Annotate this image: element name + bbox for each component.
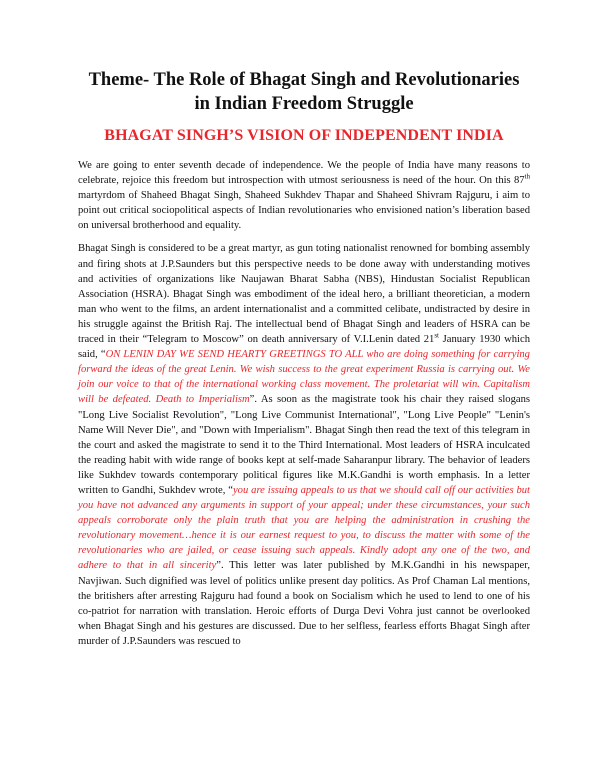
paragraph-text: ”. This letter was later published by M.K.Gandhi in his newspaper, Navjiwan. Such dignified was level of politics unlike present day politics. As Prof Chaman Lal mentions, the britishers after arresting Rajguru had found a book on Socialism which he used to lend to one of his co-patriot for narration with translation. Heroic efforts of Durga Devi Vohra just cannot be overlooked when Bhagat Singh and his gestures are discussed. Due to her selfless, fearless efforts Bhagat Singh after murder of J.P.Saunders was rescued to: [78, 560, 531, 647]
title-line-1: Theme- The Role of Bhagat Singh and Revolutionaries: [88, 70, 520, 90]
section-heading: BHAGAT SINGH’S VISION OF INDEPENDENT INDIA: [104, 127, 504, 144]
ordinal-superscript: st: [434, 331, 439, 340]
paragraph-body: [78, 241, 530, 649]
sukhdev-letter-quote: you are issuing appeals to us that we should call off our activities but you have not advanced any arguments in support of your appeal; under these circumstances, your such appeals corroborate only the plain truth that you are helping the administration in crushing the revolutionary movement…hence it is our earnest request to you, to discuss the matter with some of the revolutionaries who are jailed, or cease issuing such appeals. Kindly adopt any one of the two, and adhere to that in all sincerity: [78, 484, 530, 572]
telegram-quote: ON LENIN DAY WE SEND HEARTY GREETINGS TO ALL who are doing something for carrying forward the ideas of the great Lenin. We wish success to the great experiment Russia is carrying out. We join our voice to that of the international working class movement. The proletariat will win. Capitalism will be defeated. Death to Imperialism: [78, 349, 530, 406]
paragraph-text: ”. As soon as the magistrate took his chair they raised slogans "Long Live Socialist Revolution", "Long Live Communist International", "Long Live People" "Lenin's Name Will Never Die", and "Down with Imperialism". Bhagat Singh then read the text of this telegram in the court and asked the magistrate to send it to the Third International. Most leaders of HSRA inculcated the reading habit with wide range of books kept at self-made Saharanpur library. The behavior of leaders like Sukhdev towards contemporary political figures like M.K.Gandhi is worth emphasis. In a letter written to Gandhi, Sukhdev wrote, “: [78, 394, 530, 496]
document-title: [78, 68, 530, 116]
paragraph-intro: [78, 158, 530, 233]
paragraph-text: martyrdom of Shaheed Bhagat Singh, Shaheed Sukhdev Thapar and Shaheed Shivram Rajguru, i aim to point out critical sociopolitical aspects of Indian revolutionaries who envisioned nation’s liberation based on universal brotherhood and equality.: [78, 190, 530, 232]
paragraph-text: We are going to enter seventh decade of independence. We the people of India have many reasons to celebrate, rejoice this freedom but introspection with utmost seriousness is need of the hour. On this 87: [78, 160, 530, 187]
paragraph-text: January 1930 which said, “: [78, 334, 530, 361]
title-line-2: in Indian Freedom Struggle: [194, 94, 414, 114]
ordinal-superscript: th: [524, 172, 530, 181]
paragraph-text: Bhagat Singh is considered to be a great martyr, as gun toting nationalist renowned for bombing assembly and firing shots at J.P.Saunders but this perspective needs to be done away with understanding motives and activities of organizations like Naujawan Bharat Sabha (NBS), Hindustan Socialist Republican Association (HSRA). Bhagat Singh was embodiment of the ideal hero, a brilliant theoretician, a modern man who went to the films, an ardent internationalist and a committed celibate, undistracted by desire in his struggle against the British Raj. The intellectual bend of Bhagat Singh and leaders of HSRA can be traced in their “Telegram to Moscow” on death anniversary of V.I.Lenin dated 21: [78, 243, 530, 346]
